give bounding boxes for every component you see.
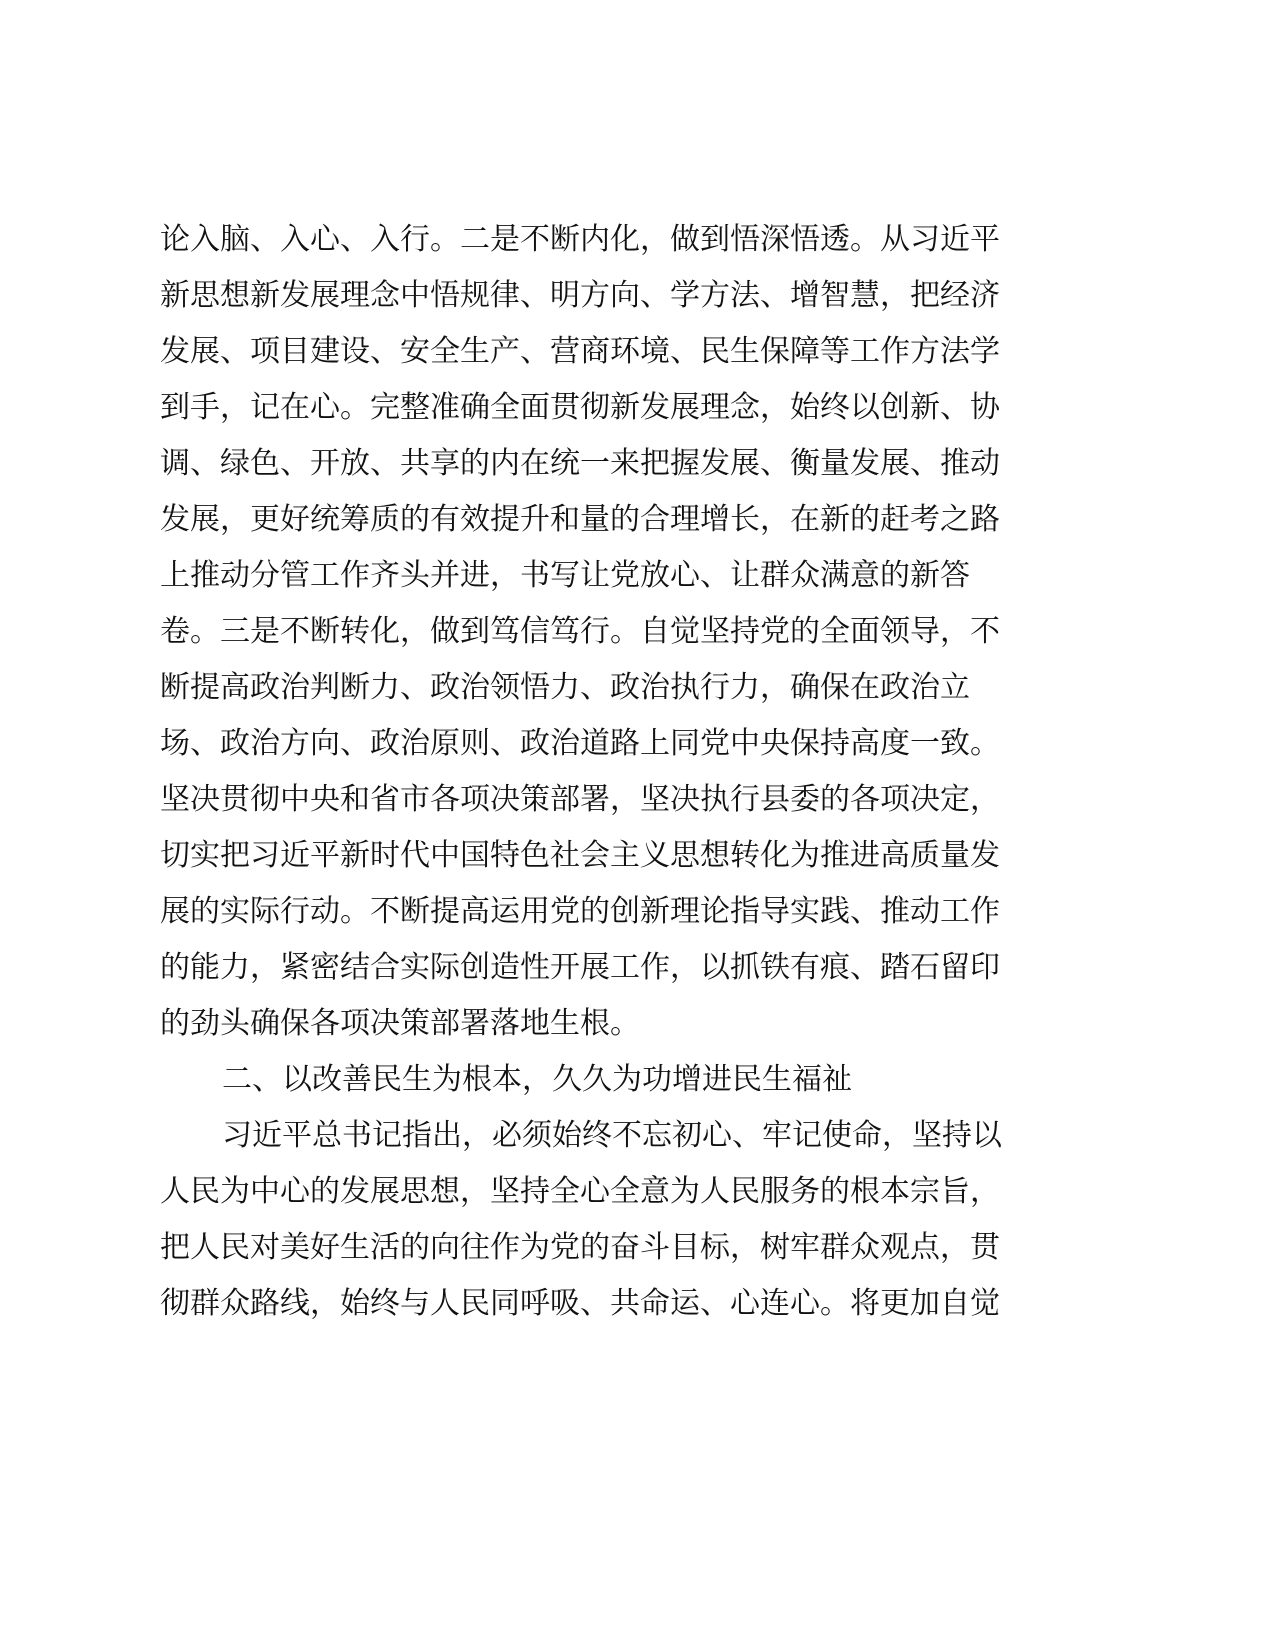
paragraph-line: 调、绿色、开放、共享的内在统一来把握发展、衡量发展、推动 [160, 446, 1000, 481]
section-paragraph-line: 人民为中心的发展思想，坚持全心全意为人民服务的根本宗旨， [160, 1174, 1000, 1209]
paragraph-line: 发展、项目建设、安全生产、营商环境、民生保障等工作方法学 [160, 334, 1000, 369]
paragraph-line: 坚决贯彻中央和省市各项决策部署，坚决执行县委的各项决定， [160, 782, 1000, 817]
section-paragraph-line: 彻群众路线，始终与人民同呼吸、共命运、心连心。将更加自觉 [160, 1286, 1000, 1321]
paragraph-line: 发展，更好统筹质的有效提升和量的合理增长，在新的赶考之路 [160, 502, 1000, 537]
paragraph-line: 展的实际行动。不断提高运用党的创新理论指导实践、推动工作 [160, 894, 1000, 929]
paragraph-line: 到手，记在心。完整准确全面贯彻新发展理念，始终以创新、协 [160, 390, 1000, 425]
paragraph-line: 的能力，紧密结合实际创造性开展工作，以抓铁有痕、踏石留印 [160, 950, 1000, 985]
paragraph-line: 卷。三是不断转化，做到笃信笃行。自觉坚持党的全面领导，不 [160, 614, 1000, 649]
paragraph-line: 切实把习近平新时代中国特色社会主义思想转化为推进高质量发 [160, 838, 1000, 873]
paragraph-line: 论入脑、入心、入行。二是不断内化，做到悟深悟透。从习近平 [160, 222, 1000, 257]
section-paragraph-line: 把人民对美好生活的向往作为党的奋斗目标，树牢群众观点，贯 [160, 1230, 1000, 1265]
document-body [160, 212, 1060, 1332]
paragraph-line: 新思想新发展理念中悟规律、明方向、学方法、增智慧，把经济 [160, 278, 1000, 313]
section-heading: 二、以改善民生为根本，久久为功增进民生福祉 [222, 1062, 852, 1097]
paragraph-line: 断提高政治判断力、政治领悟力、政治执行力，确保在政治立 [160, 670, 970, 705]
paragraph-line: 上推动分管工作齐头并进，书写让党放心、让群众满意的新答 [160, 558, 970, 593]
paragraph-line: 场、政治方向、政治原则、政治道路上同党中央保持高度一致。 [160, 726, 1000, 761]
paragraph-line: 的劲头确保各项决策部署落地生根。 [160, 1006, 640, 1041]
section-paragraph-line: 习近平总书记指出，必须始终不忘初心、牢记使命，坚持以 [222, 1118, 1002, 1153]
